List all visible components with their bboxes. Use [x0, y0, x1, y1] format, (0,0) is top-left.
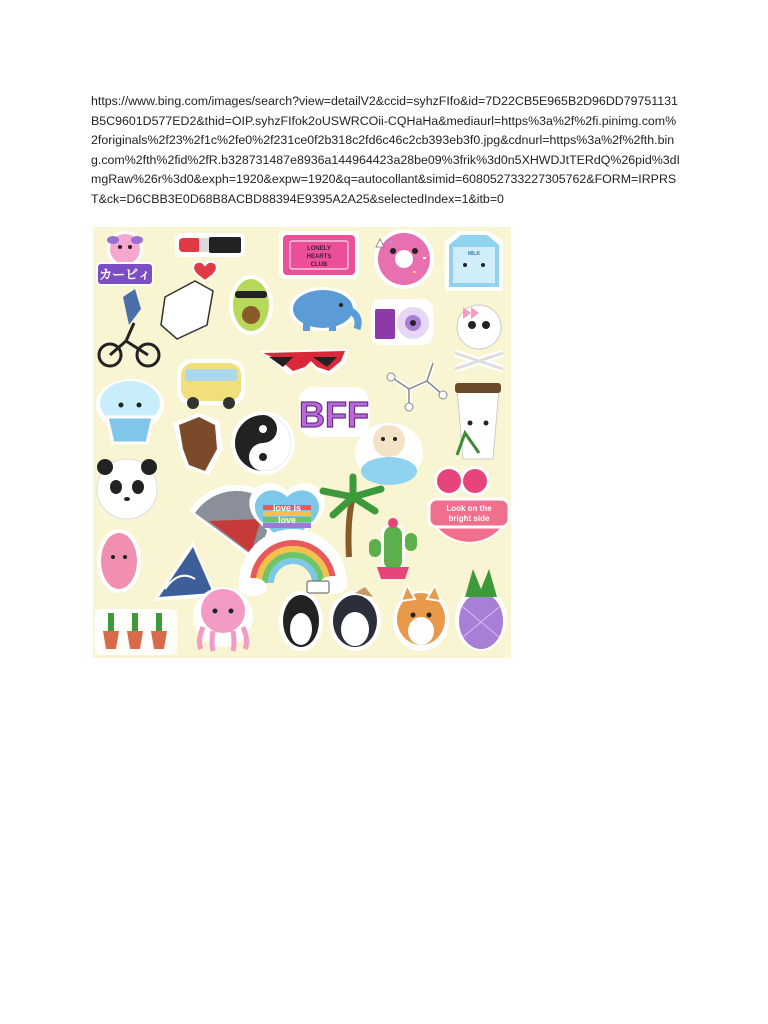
- lipstick-sticker: [175, 233, 245, 257]
- avocado-sticker: [229, 275, 273, 335]
- donut-sticker: [374, 229, 434, 289]
- ticket-line2: HEARTS: [306, 254, 332, 260]
- coffee-cup-sticker: [455, 383, 501, 459]
- url-text: https://www.bing.com/images/search?view=detailV2&ccid=syhzFIfo&id=7D22CB5E965B2D96DD79751131B5C9601D577ED2&thid=OIP.syhzFIfok2oUSWRCOii-CQHaHa&mediaurl=https%3a%2f%2fi.pinimg.com%2foriginals%2f23%2f1c%2fe0%2f231ce0f2b318c2fd6c46c2cb393eb3f0.jpg&cdnurl=https%3a%2f%2fth.bing.com%2fth%2fid%2fR.b328731487e8936a144964423a28be09%3frik%3d0n5XHWDJtTERdQ%26pid%3dImgRaw%26r%3d0&exph=1920&expw=1920&q=autocollant&simid=608052733227305762&FORM=IRPRST&ck=D6CBB3E0D68B8ACBD88394E9395A2A25&selectedIndex=1&itb=0: [91, 94, 680, 206]
- eyeball-sticker: [371, 299, 433, 345]
- bff-sticker: [299, 387, 369, 437]
- vw-van-sticker: [177, 359, 245, 409]
- yin-yang-sticker: [231, 411, 295, 475]
- ticket-line1: LONELY: [307, 246, 331, 252]
- milk-carton-sticker: [445, 231, 503, 291]
- love-line1: love is: [272, 503, 302, 513]
- sticker-sheet-image: [93, 227, 511, 658]
- panda-sticker: [97, 459, 157, 519]
- melon-line2: bright side: [448, 514, 490, 523]
- love-line2: love: [277, 515, 297, 525]
- melon-line1: Look on the: [446, 504, 492, 513]
- milk-label: MILK: [467, 251, 481, 257]
- sticker-sheet-svg: [93, 227, 511, 658]
- kirby-text: カービィ: [99, 267, 151, 282]
- lonely-hearts-ticket-sticker: [279, 231, 359, 279]
- plants-row-sticker: [95, 609, 177, 655]
- dog-teacup-sticker: [355, 423, 423, 485]
- bff-text: BFF: [299, 394, 369, 435]
- ticket-line3: CLUB: [310, 262, 328, 268]
- potato-sticker: [97, 529, 141, 593]
